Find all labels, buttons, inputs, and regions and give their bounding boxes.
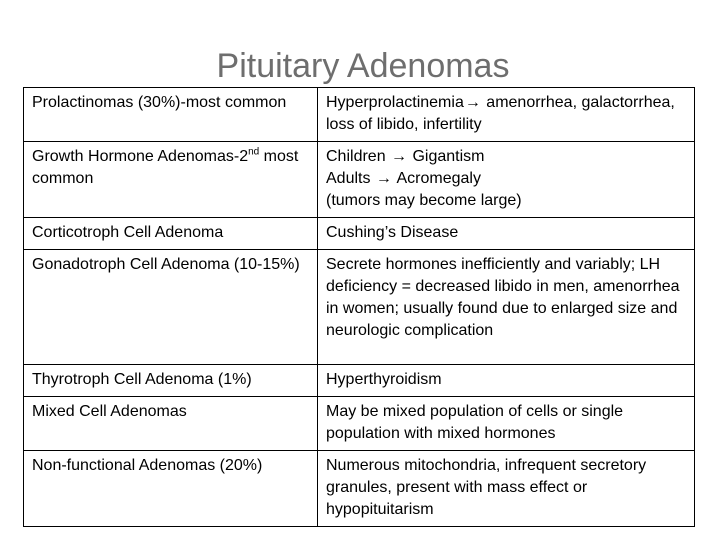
table-row [24,142,695,218]
adenoma-type-label: Corticotroph Cell Adenoma [32,224,224,241]
clinical-feature-line [326,146,688,168]
clinical-feature-text: Cushing’s Disease [326,224,459,241]
clinical-feature-cell [318,142,695,218]
adenoma-type-label: most common [32,148,299,187]
adenoma-type-cell [24,451,318,527]
clinical-feature-cell [318,88,695,142]
ordinal-suffix: nd [248,146,260,158]
table-row [24,218,695,250]
clinical-feature-cell [318,397,695,451]
clinical-feature-text: Secrete hormones inefficiently and variably; LH deficiency = decreased libido in men, amenorrhea in women; usually found due to enlarged size and neurologic complication [326,256,680,339]
adenoma-type-cell [24,250,318,365]
adenoma-type-cell [24,365,318,397]
arrow-right-icon: → [464,94,481,111]
clinical-feature-cell [318,365,695,397]
adenoma-type-cell [24,88,318,142]
table-row [24,451,695,527]
arrow-right-icon: → [375,170,392,187]
clinical-feature-text: Hyperprolactinemia [326,94,464,111]
adenoma-type-label: Gonadotroph Cell Adenoma (10-15%) [32,256,300,273]
adenoma-type-label: Prolactinomas (30%)-most common [32,94,287,111]
clinical-feature-text: Numerous mitochondria, infrequent secretory granules, present with mass effect or hypopituitarism [326,457,647,518]
page-title: Pituitary Adenomas [216,47,510,85]
adenoma-type-cell [24,397,318,451]
clinical-feature-text: Gigantism [408,148,485,165]
clinical-feature-text: (tumors may become large) [326,192,522,209]
table-row [24,397,695,451]
adenoma-type-label: Mixed Cell Adenomas [32,403,187,420]
clinical-feature-line [326,168,688,190]
table-row [24,250,695,365]
adenoma-type-cell [24,142,318,218]
clinical-feature-text: Adults [326,170,375,187]
clinical-feature-text: May be mixed population of cells or single population with mixed hormones [326,403,624,442]
arrow-right-icon: → [391,148,408,165]
clinical-feature-cell [318,218,695,250]
adenoma-table [23,87,695,527]
adenoma-type-label: Non-functional Adenomas (20%) [32,457,263,474]
clinical-feature-text: amenorrhea, galactorrhea, loss of libido, infertility [326,94,675,133]
table-row [24,88,695,142]
table-row [24,365,695,397]
adenoma-type-cell [24,218,318,250]
clinical-feature-cell [318,451,695,527]
clinical-feature-text: Children [326,148,391,165]
clinical-feature-text: Acromegaly [392,170,481,187]
clinical-feature-cell [318,250,695,365]
adenoma-type-label: Thyrotroph Cell Adenoma (1%) [32,371,252,388]
clinical-feature-text: Hyperthyroidism [326,371,442,388]
adenoma-type-label: Growth Hormone Adenomas-2 [32,148,249,165]
